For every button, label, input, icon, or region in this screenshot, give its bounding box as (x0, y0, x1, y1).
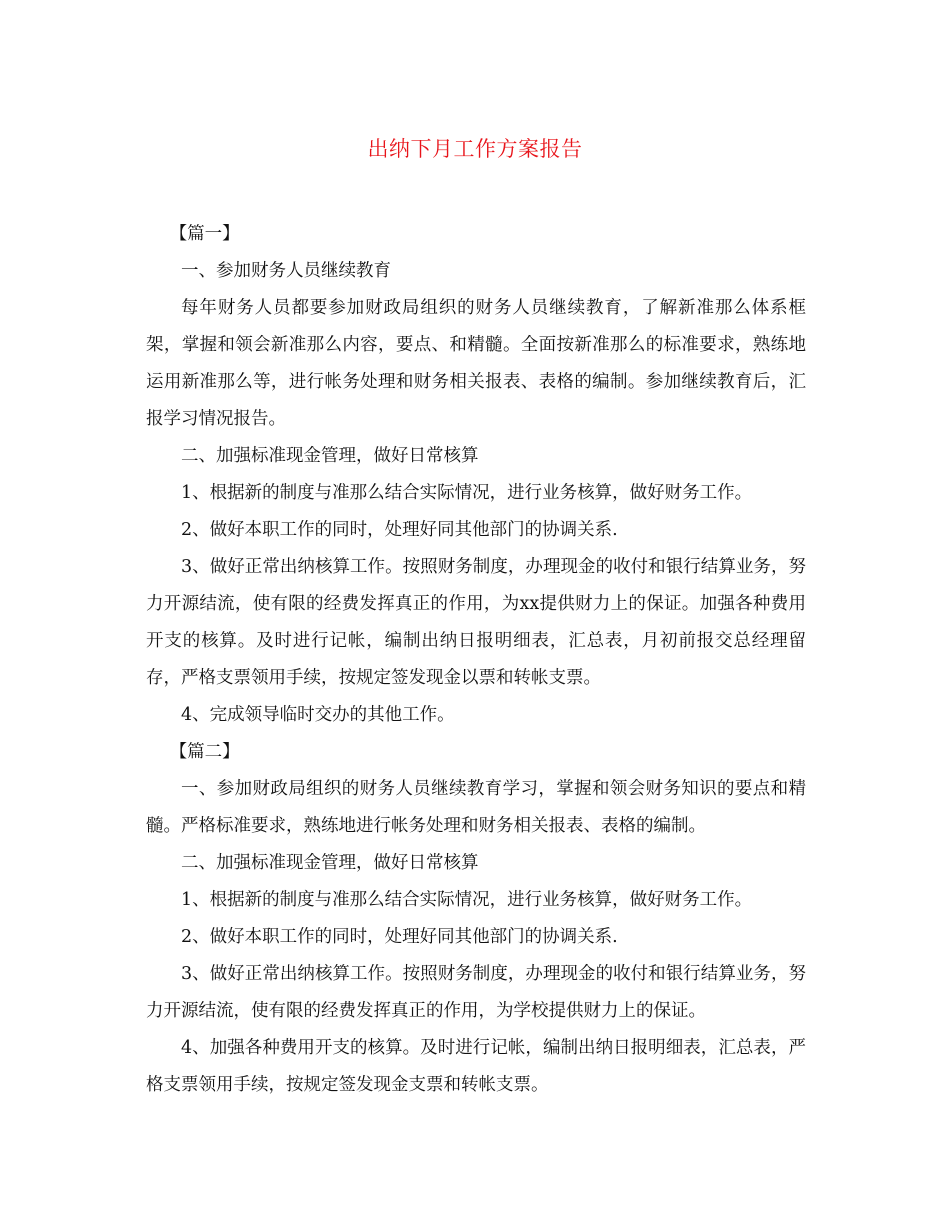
document-body (146, 216, 806, 1104)
paragraph: 1、根据新的制度与准那么结合实际情况，进行业务核算，做好财务工作。 (181, 890, 753, 910)
paragraph: 一、参加财务人员继续教育 (181, 261, 391, 281)
paragraph: 二、加强标准现金管理，做好日常核算 (181, 853, 479, 873)
section-heading-part-one: 【篇一】 (169, 224, 240, 244)
paragraph: 4、完成领导临时交办的其他工作。 (181, 705, 455, 725)
paragraph: 1、根据新的制度与准那么结合实际情况，进行业务核算，做好财务工作。 (181, 483, 753, 503)
paragraph: 2、做好本职工作的同时，处理好同其他部门的协调关系. (181, 927, 618, 947)
document-title: 出纳下月工作方案报告 (367, 137, 583, 161)
section-heading-part-two: 【篇二】 (169, 742, 240, 762)
paragraph: 3、做好正常出纳核算工作。按照财务制度，办理现金的收付和银行结算业务，努力开源结流，使有限的经费发挥真正的作用，为xx提供财力上的保证。加强各种费用开支的核算。及时进行记帐，编制出纳日报明细表，汇总表，月初前报交总经理留存，严格支票领用手续，按规定签发现金以票和转帐支票。 (146, 557, 806, 688)
paragraph: 每年财务人员都要参加财政局组织的财务人员继续教育，了解新准那么体系框架，掌握和领会新准那么内容，要点、和精髓。全面按新准那么的标准要求，熟练地运用新准那么等，进行帐务处理和财务相关报表、表格的编制。参加继续教育后，汇报学习情况报告。 (146, 298, 806, 429)
paragraph: 2、做好本职工作的同时，处理好同其他部门的协调关系. (181, 520, 618, 540)
paragraph: 二、加强标准现金管理，做好日常核算 (181, 446, 479, 466)
paragraph: 4、加强各种费用开支的核算。及时进行记帐，编制出纳日报明细表，汇总表，严格支票领用手续，按规定签发现金支票和转帐支票。 (146, 1038, 806, 1095)
paragraph: 3、做好正常出纳核算工作。按照财务制度，办理现金的收付和银行结算业务，努力开源结流，使有限的经费发挥真正的作用，为学校提供财力上的保证。 (146, 964, 806, 1021)
paragraph: 一、参加财政局组织的财务人员继续教育学习，掌握和领会财务知识的要点和精髓。严格标准要求，熟练地进行帐务处理和财务相关报表、表格的编制。 (146, 779, 806, 836)
